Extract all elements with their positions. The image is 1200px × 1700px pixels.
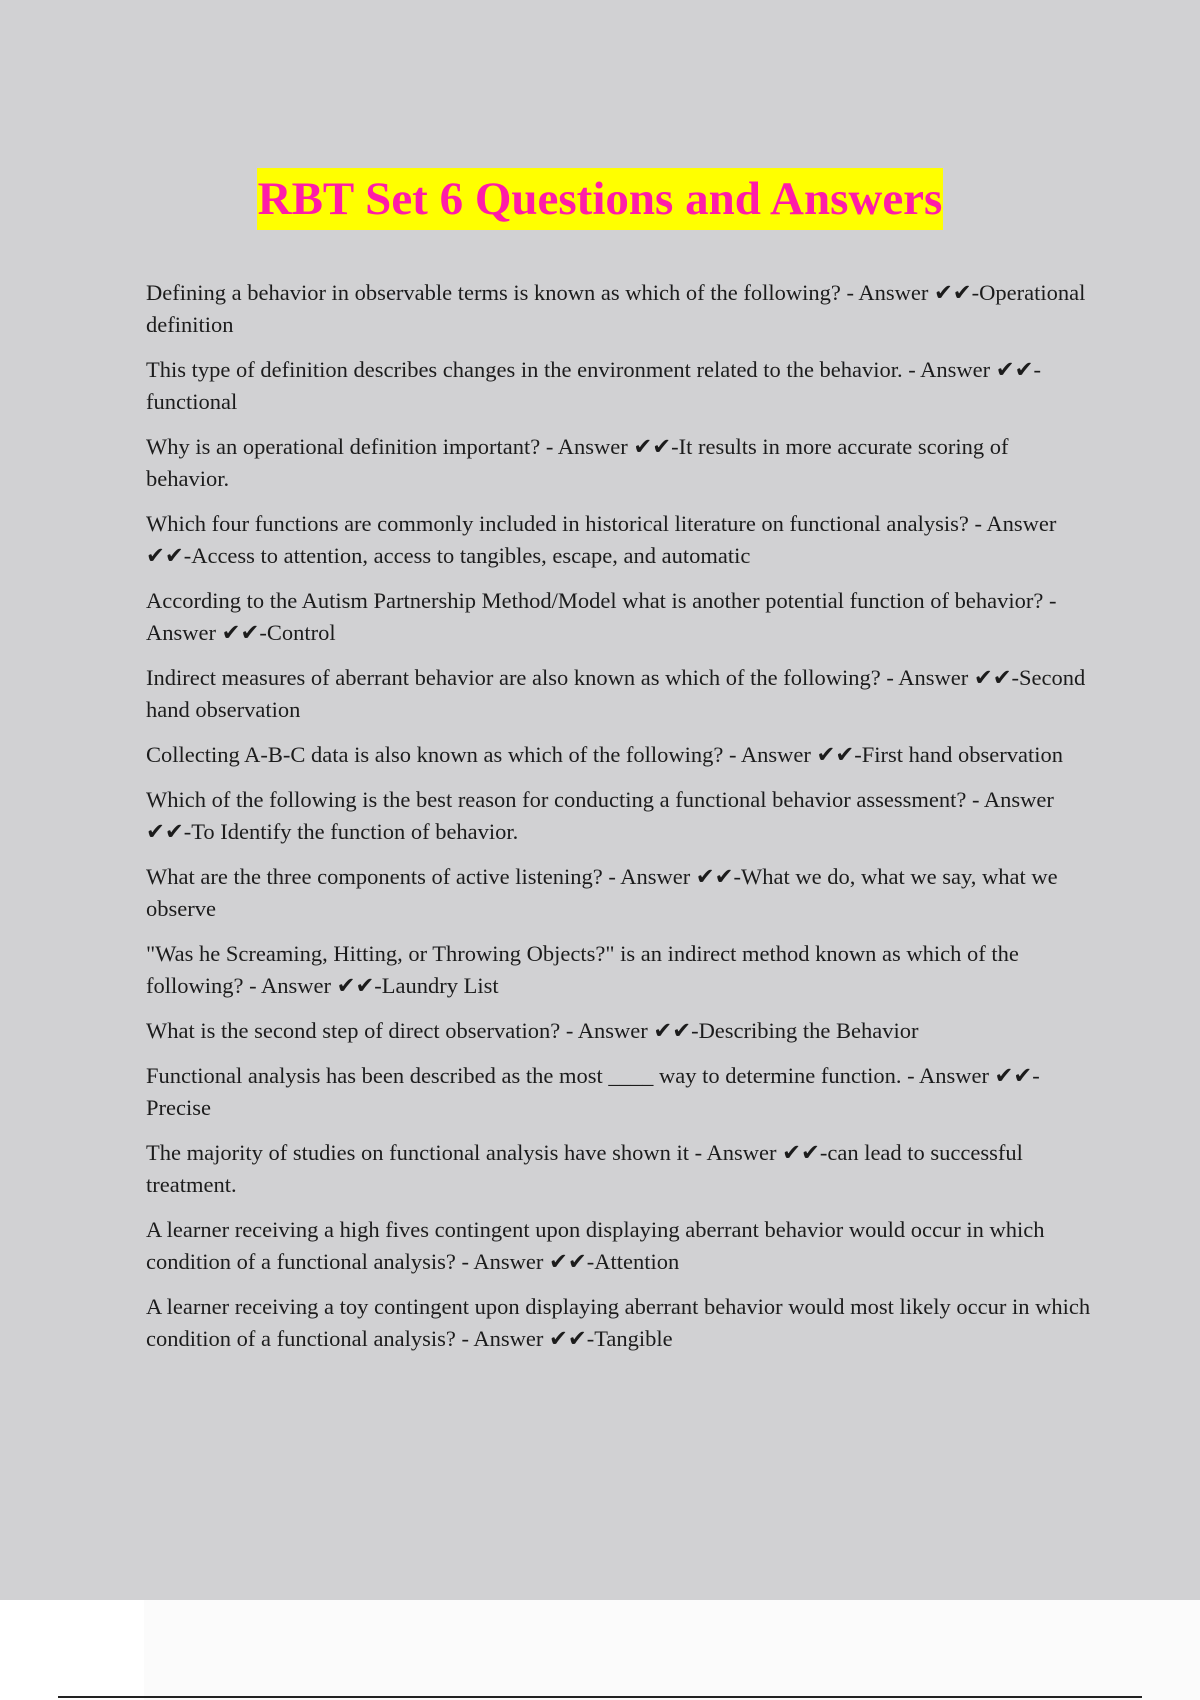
qa-item	[146, 861, 1092, 925]
question-text: Collecting A-B-C data is also known as which of the following?	[146, 742, 724, 767]
answer-marker: - Answer ✔✔-	[455, 1249, 595, 1274]
page-title: RBT Set 6 Questions and Answers	[257, 168, 944, 230]
answer-marker: - Answer ✔✔-	[689, 1140, 828, 1165]
qa-item	[146, 784, 1092, 848]
qa-item	[146, 431, 1092, 495]
qa-item	[146, 739, 1092, 771]
answer-marker: - Answer ✔✔-	[455, 1326, 595, 1351]
qa-item	[146, 1137, 1092, 1201]
answer-text: Laundry List	[381, 973, 499, 998]
qa-item	[146, 277, 1092, 341]
qa-item	[146, 938, 1092, 1002]
answer-marker: - Answer ✔✔-	[243, 973, 382, 998]
answer-marker: - Answer ✔✔-	[602, 864, 742, 889]
answer-text: Access to attention, access to tangibles, escape, and automatic	[191, 543, 751, 568]
question-text: "Was he Screaming, Hitting, or Throwing Objects?" is an indirect method known as which of the following?	[146, 941, 1019, 998]
question-text: What is the second step of direct observation?	[146, 1018, 561, 1043]
answer-text: Precise	[146, 1095, 211, 1120]
answer-marker: - Answer ✔✔-	[880, 665, 1020, 690]
question-text: A learner receiving a toy contingent upon displaying aberrant behavior would most likely occur in which condition of a functional analysis?	[146, 1294, 1091, 1351]
answer-text: To Identify the function of behavior.	[191, 819, 519, 844]
answer-marker: - Answer ✔✔-	[146, 511, 1057, 568]
answer-text: First hand observation	[861, 742, 1063, 767]
answer-text: Operational definition	[146, 280, 1086, 337]
answer-text: Attention	[594, 1249, 680, 1274]
qa-item	[146, 662, 1092, 726]
question-text: Which of the following is the best reason for conducting a functional behavior assessment?	[146, 787, 967, 812]
qa-item	[146, 508, 1092, 572]
answer-marker: - Answer ✔✔-	[540, 434, 679, 459]
question-text: Defining a behavior in observable terms is known as which of the following?	[146, 280, 841, 305]
footer-divider	[58, 1696, 1142, 1698]
answer-text: It results in more accurate scoring of behavior.	[146, 434, 1009, 491]
answer-marker: - Answer ✔✔-	[840, 280, 980, 305]
answer-text: functional	[146, 389, 238, 414]
answer-marker: - Answer ✔✔-	[560, 1018, 699, 1043]
question-text: This type of definition describes changes in the environment related to the behavior.	[146, 357, 903, 382]
qa-item	[146, 1060, 1092, 1124]
question-text: Why is an operational definition important?	[146, 434, 541, 459]
qa-list	[146, 277, 1092, 1368]
answer-marker: - Answer ✔✔-	[146, 588, 1057, 645]
qa-item	[146, 1214, 1092, 1278]
answer-text: Tangible	[594, 1326, 673, 1351]
qa-item	[146, 1291, 1092, 1355]
answer-text: Control	[266, 620, 336, 645]
question-text: Functional analysis has been described as the most ____ way to determine function.	[146, 1063, 902, 1088]
qa-item	[146, 354, 1092, 418]
answer-marker: - Answer ✔✔-	[146, 787, 1054, 844]
question-text: Which four functions are commonly included in historical literature on functional analysis?	[146, 511, 969, 536]
question-text: According to the Autism Partnership Method/Model what is another potential function of behavior?	[146, 588, 1044, 613]
question-text: Indirect measures of aberrant behavior are also known as which of the following?	[146, 665, 881, 690]
answer-marker: - Answer ✔✔-	[901, 1063, 1040, 1088]
next-page-edge	[144, 1600, 1200, 1700]
question-text: The majority of studies on functional analysis have shown it	[146, 1140, 690, 1165]
qa-item	[146, 585, 1092, 649]
answer-marker: - Answer ✔✔-	[902, 357, 1041, 382]
question-text: A learner receiving a high fives contingent upon displaying aberrant behavior would occur in which condition of a functional analysis?	[146, 1217, 1045, 1274]
answer-text: can lead to successful treatment.	[146, 1140, 1023, 1197]
answer-text: What we do, what we say, what we observe	[146, 864, 1058, 921]
answer-marker: - Answer ✔✔-	[723, 742, 862, 767]
title-wrap	[0, 168, 1200, 230]
question-text: What are the three components of active listening?	[146, 864, 603, 889]
qa-item	[146, 1015, 1092, 1047]
answer-text: Second hand observation	[146, 665, 1086, 722]
answer-text: Describing the Behavior	[698, 1018, 919, 1043]
